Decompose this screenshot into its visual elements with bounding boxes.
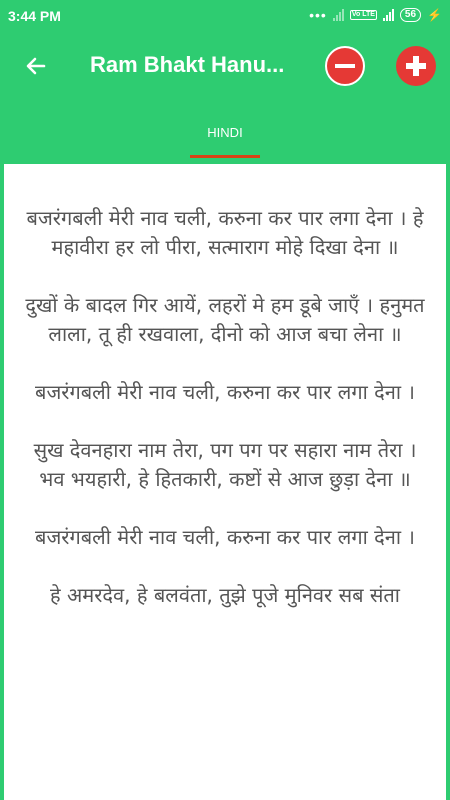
stanza: [8, 436, 442, 494]
tab-hindi[interactable]: [190, 122, 260, 158]
lyrics-text: [4, 164, 446, 610]
battery-icon: 56: [400, 8, 421, 22]
stanza: [8, 291, 442, 349]
tab-indicator: [190, 155, 260, 158]
lyric-line: हे अमरदेव, हे बलवंता, तुझे पूजे मुनिवर सब संता: [50, 583, 400, 607]
status-bar: [0, 0, 450, 32]
status-icons: [309, 8, 442, 22]
tab-label: HINDI: [207, 125, 243, 140]
lyrics-panel[interactable]: [4, 164, 446, 800]
zoom-in-button[interactable]: [396, 46, 436, 86]
signal-icon: [333, 9, 344, 21]
zoom-out-button[interactable]: [325, 46, 365, 86]
minus-circle-icon: [335, 64, 355, 68]
lyric-line: बजरंगबली मेरी नाव चली, करुना कर पार लगा देना । हे महावीरा हर लो पीरा, सत्माराग मोहे दिखा देना ॥: [26, 206, 424, 259]
arrow-left-icon[interactable]: [22, 52, 50, 80]
app-bar: [0, 32, 450, 160]
lyric-line: भव भयहारी, हे हितकारी, कष्टों से आज छुड़ा देना ॥: [39, 467, 411, 491]
stanza: [8, 581, 442, 610]
signal-icon-2: [383, 9, 394, 21]
bolt-icon: ⚡: [427, 8, 442, 22]
lyric-line: बजरंगबली मेरी नाव चली, करुना कर पार लगा देना ।: [35, 380, 415, 404]
lyric-line: बजरंगबली मेरी नाव चली, करुना कर पार लगा देना ।: [35, 525, 415, 549]
stanza: [8, 378, 442, 407]
lyric-line: सुख देवनहारा नाम तेरा, पग पग पर सहारा नाम तेरा ।: [33, 438, 417, 462]
volte-icon: Vo LTE: [351, 11, 375, 18]
page-title: Ram Bhakt Hanu...: [90, 52, 285, 77]
stanza: [8, 204, 442, 262]
notification-dots-icon: •••: [309, 7, 327, 23]
status-time: 3:44 PM: [8, 8, 61, 24]
stanza: [8, 523, 442, 552]
lyric-line: दुखों के बादल गिर आयें, लहरों मे हम डूबे जाएँ । हनुमत लाला, तू ही रखवाला, दीनो को आज बचा लेना ॥: [25, 293, 425, 346]
